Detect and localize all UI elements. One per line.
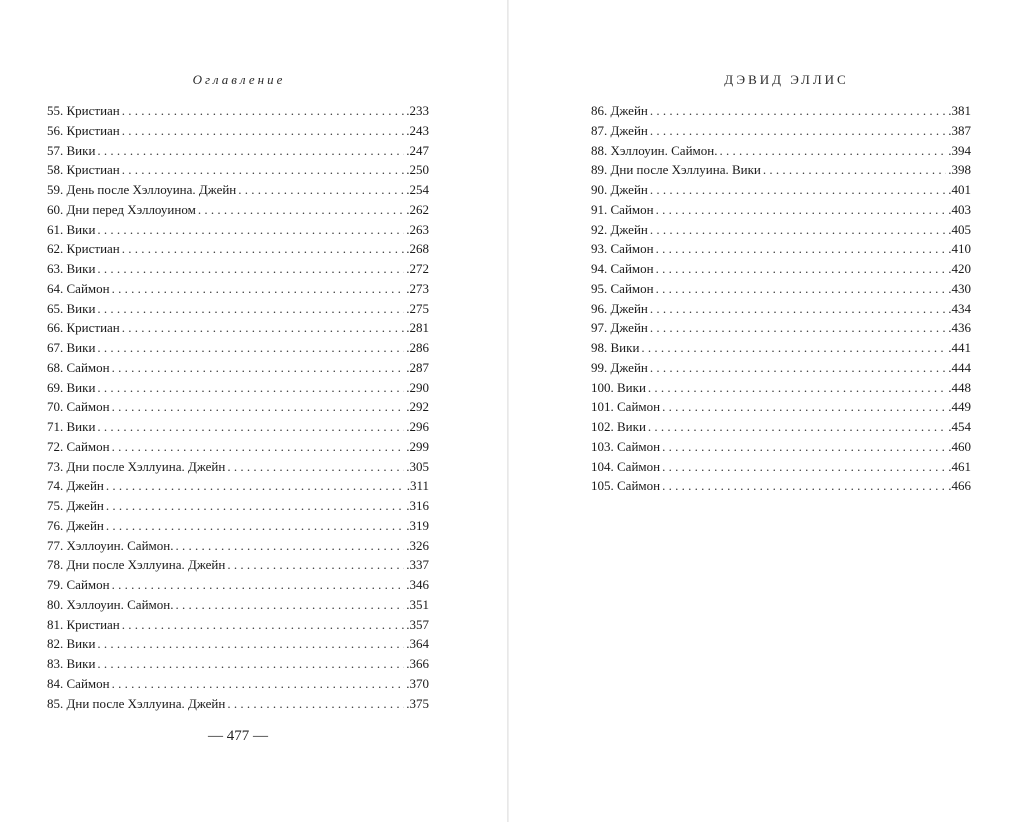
toc-entry-title: 93. Саймон: [591, 241, 654, 257]
toc-entry-title: 90. Джейн: [591, 182, 648, 197]
toc-entry: [591, 338, 971, 358]
toc-dot-leader: [97, 299, 404, 319]
toc-entry: [47, 437, 429, 457]
toc-entry-page: .466: [948, 478, 971, 494]
toc-entry-title: 79. Саймон: [47, 577, 110, 592]
toc-entry: [47, 496, 429, 516]
toc-entry: [47, 378, 429, 398]
toc-dot-leader: [650, 180, 946, 200]
toc-entry: [47, 358, 429, 378]
toc-entry-title: 65. Вики: [47, 300, 96, 316]
toc-entry-title: 73. Дни после Хэллуина. Джейн: [47, 458, 226, 474]
toc-list-left: [47, 101, 429, 713]
toc-entry: [591, 259, 971, 279]
toc-entry: [47, 555, 429, 575]
toc-entry-title: 103. Саймон: [591, 438, 661, 454]
toc-dot-leader: [112, 674, 405, 694]
toc-dot-leader: [106, 516, 404, 536]
toc-dot-leader: [656, 239, 947, 259]
toc-dot-leader: [97, 338, 404, 358]
toc-entry-page: .346: [406, 577, 429, 592]
toc-entry-page: .296: [406, 419, 429, 434]
toc-dot-leader: [656, 279, 947, 299]
toc-dot-leader: [112, 575, 405, 595]
toc-entry-page: .233: [406, 103, 429, 118]
toc-entry: [47, 575, 429, 595]
toc-entry: [591, 299, 971, 319]
toc-entry-title: 67. Вики: [47, 340, 96, 355]
toc-dot-leader: [122, 160, 404, 180]
toc-dot-leader: [122, 239, 404, 259]
toc-entry-page: .370: [406, 675, 429, 691]
toc-dot-leader: [227, 694, 404, 714]
toc-entry-page: .290: [406, 379, 429, 395]
toc-dot-leader: [227, 555, 404, 575]
toc-entry-title: 70. Саймон: [47, 399, 110, 415]
toc-list-right: [591, 101, 971, 496]
toc-dot-leader: [97, 141, 404, 161]
toc-entry-page: .454: [948, 419, 971, 434]
toc-dot-leader: [175, 595, 404, 615]
toc-entry: [47, 476, 429, 496]
toc-entry: [47, 536, 429, 556]
toc-entry-page: .337: [406, 557, 429, 573]
toc-entry: [591, 239, 971, 259]
toc-entry-title: 100. Вики: [591, 379, 646, 395]
toc-entry-page: .357: [406, 616, 429, 632]
toc-dot-leader: [662, 437, 946, 457]
toc-entry-page: .326: [406, 537, 429, 553]
toc-entry-title: 77. Хэллоуин. Саймон.: [47, 537, 174, 553]
toc-entry-title: 80. Хэллоуин. Саймон.: [47, 596, 174, 612]
toc-entry: [47, 615, 429, 635]
toc-dot-leader: [650, 299, 946, 319]
toc-entry-page: .375: [406, 695, 429, 711]
right-page: [509, 0, 1016, 822]
toc-entry-title: 81. Кристиан: [47, 616, 120, 632]
toc-dot-leader: [227, 457, 404, 477]
toc-dot-leader: [97, 378, 404, 398]
toc-entry: [47, 634, 429, 654]
toc-entry-page: .366: [406, 656, 429, 671]
toc-entry-title: 76. Джейн: [47, 517, 104, 533]
toc-entry-page: .401: [948, 182, 971, 197]
toc-entry-page: .449: [948, 399, 971, 415]
toc-entry: [47, 180, 429, 200]
toc-entry: [47, 318, 429, 338]
toc-dot-leader: [719, 141, 946, 161]
toc-entry-page: .262: [406, 201, 429, 217]
toc-entry-title: 59. День после Хэллоуина. Джейн: [47, 182, 237, 197]
toc-dot-leader: [97, 220, 404, 240]
toc-entry: [47, 121, 429, 141]
toc-dot-leader: [656, 200, 947, 220]
toc-dot-leader: [97, 654, 404, 674]
toc-entry-page: .430: [948, 280, 971, 296]
toc-entry: [591, 378, 971, 398]
toc-entry-page: .263: [406, 221, 429, 237]
toc-entry: [591, 220, 971, 240]
toc-entry-title: 61. Вики: [47, 221, 96, 237]
toc-dot-leader: [648, 417, 946, 437]
toc-entry: [47, 239, 429, 259]
toc-entry: [47, 200, 429, 220]
toc-dot-leader: [106, 496, 404, 516]
toc-dot-leader: [650, 220, 946, 240]
toc-entry: [591, 417, 971, 437]
toc-entry-title: 56. Кристиан: [47, 122, 120, 138]
toc-entry: [591, 279, 971, 299]
toc-entry-title: 72. Саймон: [47, 438, 110, 454]
toc-entry-title: 74. Джейн: [47, 478, 104, 494]
toc-entry: [591, 358, 971, 378]
toc-dot-leader: [650, 121, 946, 141]
toc-dot-leader: [97, 417, 404, 437]
toc-entry-page: .351: [406, 596, 429, 612]
toc-dot-leader: [656, 259, 947, 279]
toc-entry-title: 71. Вики: [47, 419, 96, 434]
toc-entry: [591, 180, 971, 200]
toc-entry-page: .444: [948, 359, 971, 375]
toc-dot-leader: [106, 476, 405, 496]
toc-entry-page: .287: [406, 359, 429, 375]
toc-entry-page: .394: [948, 142, 971, 158]
toc-entry-title: 83. Вики: [47, 656, 96, 671]
toc-entry: [591, 318, 971, 338]
toc-entry-page: .273: [406, 280, 429, 296]
toc-dot-leader: [112, 358, 405, 378]
toc-entry-page: .420: [948, 261, 971, 276]
toc-entry-title: 96. Джейн: [591, 300, 648, 316]
toc-entry-title: 82. Вики: [47, 636, 96, 652]
toc-entry: [47, 397, 429, 417]
toc-entry-page: .311: [406, 478, 429, 494]
toc-entry-title: 66. Кристиан: [47, 320, 120, 336]
toc-entry-page: .403: [948, 201, 971, 217]
toc-dot-leader: [641, 338, 946, 358]
toc-entry-page: .461: [948, 458, 971, 474]
toc-dot-leader: [122, 615, 404, 635]
toc-entry: [591, 101, 971, 121]
toc-dot-leader: [97, 634, 404, 654]
toc-dot-leader: [122, 318, 404, 338]
toc-entry-title: 57. Вики: [47, 142, 96, 158]
toc-entry: [47, 457, 429, 477]
toc-entry-title: 62. Кристиан: [47, 241, 120, 257]
toc-entry-title: 87. Джейн: [591, 122, 648, 138]
toc-dot-leader: [198, 200, 404, 220]
toc-dot-leader: [662, 397, 946, 417]
toc-dot-leader: [650, 358, 946, 378]
toc-entry-page: .381: [948, 103, 971, 118]
toc-entry-page: .268: [406, 241, 429, 257]
running-head-right: ДЭВИД ЭЛЛИС: [724, 72, 849, 87]
toc-dot-leader: [112, 279, 405, 299]
toc-entry-page: .405: [948, 221, 971, 237]
toc-entry-title: 68. Саймон: [47, 359, 110, 375]
toc-entry-title: 99. Джейн: [591, 359, 648, 375]
toc-entry-title: 101. Саймон: [591, 399, 661, 415]
toc-entry-page: .292: [406, 399, 429, 415]
toc-entry: [47, 417, 429, 437]
toc-entry-title: 102. Вики: [591, 419, 646, 434]
toc-entry-page: .299: [406, 438, 429, 454]
toc-dot-leader: [650, 101, 946, 121]
toc-entry-title: 60. Дни перед Хэллоуином: [47, 201, 196, 217]
toc-entry-title: 63. Вики: [47, 261, 96, 276]
toc-entry-page: .319: [406, 517, 429, 533]
toc-dot-leader: [97, 259, 404, 279]
toc-entry: [47, 595, 429, 615]
toc-dot-leader: [238, 180, 404, 200]
toc-entry: [47, 279, 429, 299]
toc-entry: [47, 674, 429, 694]
toc-entry-page: .387: [948, 122, 971, 138]
toc-entry-title: 78. Дни после Хэллуина. Джейн: [47, 557, 226, 573]
toc-entry-page: .247: [406, 142, 429, 158]
toc-entry-title: 58. Кристиан: [47, 162, 120, 178]
toc-entry-title: 69. Вики: [47, 379, 96, 395]
toc-entry-page: .448: [948, 379, 971, 395]
toc-entry-page: .410: [948, 241, 971, 257]
toc-entry-page: .436: [948, 320, 971, 336]
toc-dot-leader: [763, 160, 946, 180]
toc-entry-title: 85. Дни после Хэллуина. Джейн: [47, 695, 226, 711]
toc-entry-page: .460: [948, 438, 971, 454]
toc-entry: [591, 160, 971, 180]
toc-entry: [591, 397, 971, 417]
toc-entry-title: 89. Дни после Хэллуина. Вики: [591, 162, 761, 178]
toc-entry-page: .281: [406, 320, 429, 336]
toc-entry: [47, 160, 429, 180]
toc-entry-page: .275: [406, 300, 429, 316]
toc-entry: [47, 101, 429, 121]
toc-entry: [47, 220, 429, 240]
toc-entry-page: .434: [948, 300, 971, 316]
toc-entry-title: 94. Саймон: [591, 261, 654, 276]
toc-entry-title: 84. Саймон: [47, 675, 110, 691]
toc-entry: [47, 141, 429, 161]
toc-entry-title: 92. Джейн: [591, 221, 648, 237]
toc-entry: [591, 457, 971, 477]
toc-entry: [47, 694, 429, 714]
toc-entry-title: 104. Саймон: [591, 458, 661, 474]
toc-entry-page: .398: [948, 162, 971, 178]
toc-entry: [591, 141, 971, 161]
toc-entry-page: .254: [406, 182, 429, 197]
toc-entry-page: .441: [948, 340, 971, 355]
toc-entry-page: .364: [406, 636, 429, 652]
toc-entry-title: 88. Хэллоуин. Саймон.: [591, 142, 718, 158]
toc-entry: [47, 338, 429, 358]
toc-entry-title: 97. Джейн: [591, 320, 648, 336]
toc-entry-title: 55. Кристиан: [47, 103, 120, 118]
toc-dot-leader: [122, 101, 404, 121]
toc-entry: [591, 476, 971, 496]
toc-entry-title: 75. Джейн: [47, 498, 104, 513]
toc-dot-leader: [662, 476, 946, 496]
toc-dot-leader: [175, 536, 404, 556]
toc-entry-title: 105. Саймон: [591, 478, 661, 494]
toc-entry-page: .250: [406, 162, 429, 178]
toc-entry: [591, 121, 971, 141]
toc-entry: [591, 437, 971, 457]
toc-entry: [47, 516, 429, 536]
toc-entry-title: 91. Саймон: [591, 201, 654, 217]
page-number: — 477 —: [208, 728, 268, 744]
running-head-left: Оглавление: [192, 72, 286, 87]
toc-entry: [47, 299, 429, 319]
toc-entry-page: .316: [406, 498, 429, 513]
toc-entry-title: 95. Саймон: [591, 280, 654, 296]
toc-dot-leader: [648, 378, 946, 398]
toc-dot-leader: [112, 437, 405, 457]
toc-entry-title: 98. Вики: [591, 340, 640, 355]
toc-dot-leader: [122, 121, 404, 141]
toc-entry-title: 64. Саймон: [47, 280, 110, 296]
toc-entry: [47, 259, 429, 279]
toc-entry-page: .272: [406, 261, 429, 276]
toc-entry: [591, 200, 971, 220]
toc-dot-leader: [662, 457, 946, 477]
toc-entry-page: .286: [406, 340, 429, 355]
toc-entry-page: .243: [406, 122, 429, 138]
toc-entry-page: .305: [406, 458, 429, 474]
toc-dot-leader: [112, 397, 405, 417]
toc-entry: [47, 654, 429, 674]
toc-entry-title: 86. Джейн: [591, 103, 648, 118]
toc-dot-leader: [650, 318, 946, 338]
